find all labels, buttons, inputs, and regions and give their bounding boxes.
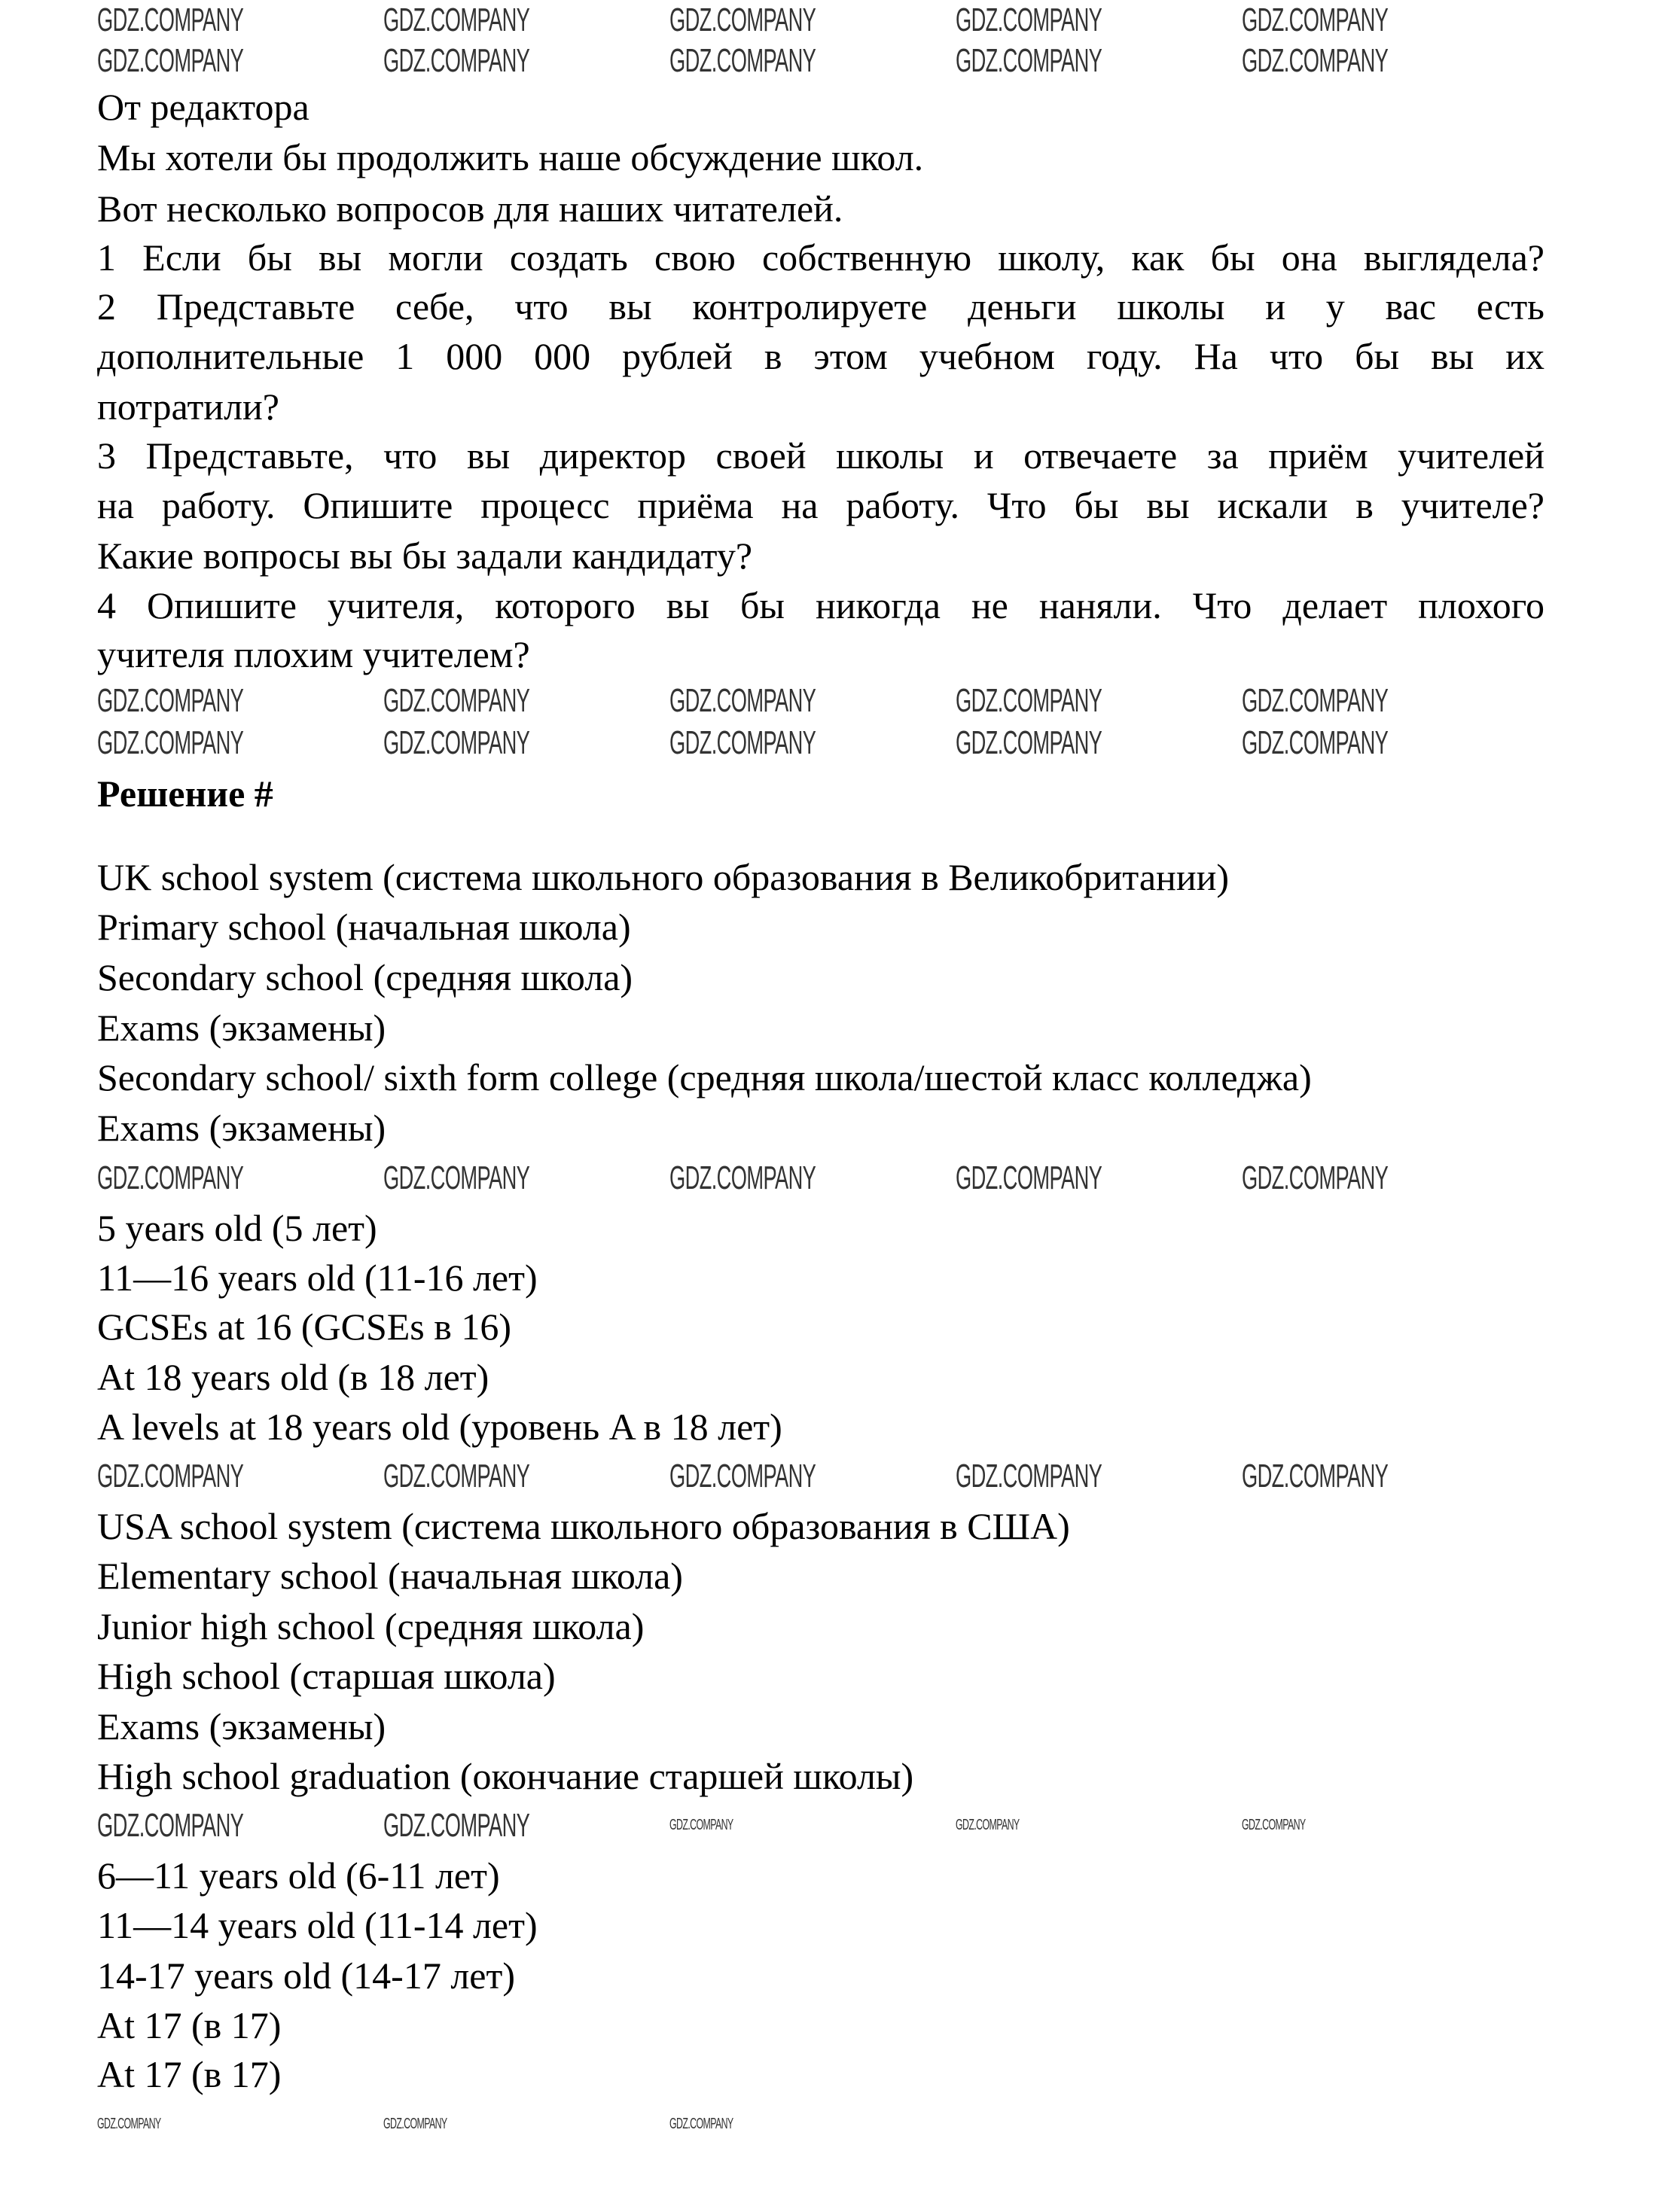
usa-line: Exams (экзамены) [97,1705,386,1747]
usa-age-line: 14-17 years old (14-17 лет) [97,1955,515,1997]
watermark: GDZ.COMPANY [956,42,1102,79]
watermark: GDZ.COMPANY [97,2116,161,2132]
watermark: GDZ.COMPANY [1242,1817,1306,1833]
uk-age-line: GCSEs at 16 (GCSEs в 16) [97,1306,512,1348]
watermark: GDZ.COMPANY [669,682,816,719]
usa-line: Junior high school (средняя школа) [97,1605,645,1647]
uk-line: UK school system (система школьного образования в Великобритании) [97,856,1229,898]
text-line: Вот несколько вопросов для наших читателей. [97,187,843,230]
watermark: GDZ.COMPANY [1242,682,1389,719]
uk-age-line: 11—16 years old (11-16 лет) [97,1257,538,1299]
question-4-end: учителя плохим учителем? [97,633,530,675]
question-2: 2 Представьте себе, что вы контролируете деньги школы и у вас есть [97,285,1544,328]
usa-line: High school graduation (окончание старшей школы) [97,1755,914,1797]
watermark: GDZ.COMPANY [97,1807,244,1844]
watermark: GDZ.COMPANY [669,724,816,761]
uk-line: Secondary school (средняя школа) [97,956,633,998]
question-4: 4 Опишите учителя, которого вы бы никогда не наняли. Что делает плохого [97,584,1544,626]
uk-age-line: 5 years old (5 лет) [97,1207,377,1249]
uk-age-line: At 18 years old (в 18 лет) [97,1356,489,1398]
uk-line: Primary school (начальная школа) [97,906,631,948]
watermark: GDZ.COMPANY [669,2,816,38]
usa-line: Elementary school (начальная школа) [97,1555,683,1597]
uk-line: Exams (экзамены) [97,1107,386,1149]
watermark: GDZ.COMPANY [383,42,530,79]
watermark: GDZ.COMPANY [956,1817,1020,1833]
watermark: GDZ.COMPANY [1242,724,1389,761]
watermark: GDZ.COMPANY [956,724,1102,761]
editor-heading: От редактора [97,86,310,128]
watermark: GDZ.COMPANY [956,1458,1102,1494]
uk-line: Exams (экзамены) [97,1007,386,1049]
watermark: GDZ.COMPANY [956,2,1102,38]
watermark: GDZ.COMPANY [383,724,530,761]
watermark: GDZ.COMPANY [97,724,244,761]
watermark: GDZ.COMPANY [669,1159,816,1196]
watermark: GDZ.COMPANY [669,42,816,79]
watermark: GDZ.COMPANY [383,1458,530,1494]
watermark: GDZ.COMPANY [1242,1159,1389,1196]
usa-line: High school (старшая школа) [97,1655,556,1697]
usa-age-line: 11—14 years old (11-14 лет) [97,1904,538,1946]
question-3-end: Какие вопросы вы бы задали кандидату? [97,535,753,577]
watermark: GDZ.COMPANY [1242,1458,1389,1494]
watermark: GDZ.COMPANY [669,1458,816,1494]
usa-age-line: At 17 (в 17) [97,2004,282,2046]
usa-age-line: 6—11 years old (6-11 лет) [97,1854,500,1897]
uk-line: Secondary school/ sixth form college (средняя школа/шестой класс колледжа) [97,1056,1312,1098]
watermark: GDZ.COMPANY [1242,42,1389,79]
watermark: GDZ.COMPANY [383,1159,530,1196]
watermark: GDZ.COMPANY [669,2116,733,2132]
watermark: GDZ.COMPANY [383,2,530,38]
watermark: GDZ.COMPANY [97,1458,244,1494]
usa-age-line: At 17 (в 17) [97,2053,282,2095]
question-1: 1 Если бы вы могли создать свою собственную школу, как бы она выглядела? [97,236,1544,279]
watermark: GDZ.COMPANY [383,1807,530,1844]
question-3-cont: на работу. Опишите процесс приёма на работу. Что бы вы искали в учителе? [97,484,1544,526]
watermark: GDZ.COMPANY [669,1817,733,1833]
solution-heading: Решение # [97,772,273,815]
watermark: GDZ.COMPANY [1242,2,1389,38]
question-2-cont: дополнительные 1 000 000 рублей в этом учебном году. На что бы вы их [97,335,1544,377]
text-line: Мы хотели бы продолжить наше обсуждение школ. [97,136,924,178]
watermark: GDZ.COMPANY [383,2116,447,2132]
watermark: GDZ.COMPANY [956,1159,1102,1196]
watermark: GDZ.COMPANY [97,1159,244,1196]
uk-age-line: A levels at 18 years old (уровень A в 18 лет) [97,1406,782,1448]
watermark: GDZ.COMPANY [97,42,244,79]
watermark: GDZ.COMPANY [97,682,244,719]
usa-line: USA school system (система школьного образования в США) [97,1505,1070,1547]
question-3: 3 Представьте, что вы директор своей школы и отвечаете за приём учителей [97,434,1544,477]
question-2-end: потратили? [97,385,279,428]
watermark: GDZ.COMPANY [956,682,1102,719]
watermark: GDZ.COMPANY [97,2,244,38]
watermark: GDZ.COMPANY [383,682,530,719]
